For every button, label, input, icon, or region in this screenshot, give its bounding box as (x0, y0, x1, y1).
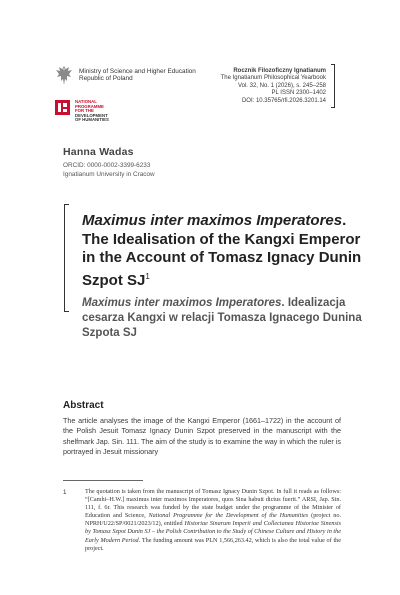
ndh-programme-name (75, 100, 109, 123)
journal-info (218, 68, 326, 105)
ndh-line-2: PROGRAMME (75, 103, 104, 109)
author-name: Hanna Wadas (63, 146, 134, 158)
article-title-en: Maximus inter maximos Imperatores. The Idealisation of the Kangxi Emperor in the Account of Tomasz Ignacy Dunin Szpot $SJ^1$ (82, 212, 362, 289)
journal-subtitle: The Ignatianum Philosophical Yearbook (220, 75, 326, 82)
footnote-italic-1: National Programme for the Development of the Humanities (148, 512, 309, 520)
article-title-pl: Maximus inter maximos Imperatores. Idealizacja cesarza Kangxi w relacji Tomasza Ignacego Dunina Szpota SJ (82, 297, 362, 339)
footnote-rule (63, 480, 143, 481)
ministry-line-1: Ministry of Science and Higher Education (79, 68, 196, 75)
author-affiliation: Ignatianum University in Cracow (63, 170, 155, 178)
footnote-number: 1 (63, 489, 67, 496)
journal-doi: DOI: 10.35765/rfi.2026.3201.14 (241, 97, 326, 104)
title-pl-italic: Maximus inter maximos Imperatores (82, 297, 282, 309)
ndh-logo-icon (55, 100, 70, 115)
ndh-line-4: DEVELOPMENT (75, 112, 108, 118)
journal-title: Rocznik Filozoficzny Ignatianum (233, 68, 326, 74)
footnote-part-2: (project no. NPRH/U22/SP/0021/2023/12), entitled (85, 512, 342, 528)
ministry-line-2: Republic of Poland (79, 75, 133, 83)
abstract-heading: Abstract (63, 400, 104, 411)
footnote-part-3: . The funding amount was PLN 1,566,263.42, which is also the total value of the project. (85, 536, 341, 552)
title-bracket (64, 204, 69, 312)
abstract-text: The article analyses the image of the Kangxi Emperor (1661–1722) in the account of the Polish Jesuit Tomasz Ignacy Dunin Szpot preserved in the manuscript with the shelfmark Jap. Sin. 111. The aim of the study is to examine the way in which the ruler is portrayed in Jesuit missionary (63, 416, 341, 457)
ndh-line-5: OF HUMANITIES (75, 117, 109, 123)
title-footnote-mark: 1 (145, 271, 150, 281)
footnote-part-1: The quotation is taken from the manuscript of Tomasz Ignacy Dunin Szpot. In full it reads as follows: “[Camhi–H.W.] maximus inter maximos Imperatores, quos Sina habuit dictus fuerit.” ARSI, Jap. Sin. 111, f. 6r. This research was funded by the state budget under the programme of the Minister of Education and Science, (85, 488, 341, 520)
polish-eagle-emblem-icon (54, 64, 74, 88)
author-orcid: ORCID: 0000-0002-3399-6233 (63, 162, 151, 169)
ministry-name (79, 68, 196, 83)
title-en-rest: The Idealisation of the Kangxi Emperor in the Account of Tomasz Ignacy Dunin Szpot SJ (82, 230, 362, 289)
journal-issn: PL ISSN 2300–1402 (271, 90, 326, 97)
footnote-text (85, 488, 341, 553)
journal-volume: Vol. 32, No. 1 (2026), s. 245–258 (237, 82, 326, 89)
journal-bracket (331, 64, 335, 108)
ndh-line-3: FOR THE (75, 108, 94, 114)
footnote-italic-2: Historiae Sinarum Imperii and Collectanea Historiae Sinensis by Tomasz Szpot Dunin SJ – the Polish Contribution to the Study of Chinese Culture and History in the Early Modern Period (85, 520, 341, 544)
author-details (63, 162, 155, 179)
title-en-italic: Maximus inter maximos Imperatores (82, 212, 343, 229)
ndh-line-1: NATIONAL (75, 99, 97, 104)
title-pl-rest: Idealizacja cesarza Kangxi w relacji Tomasza Ignacego Dunina Szpota SJ (82, 297, 362, 339)
